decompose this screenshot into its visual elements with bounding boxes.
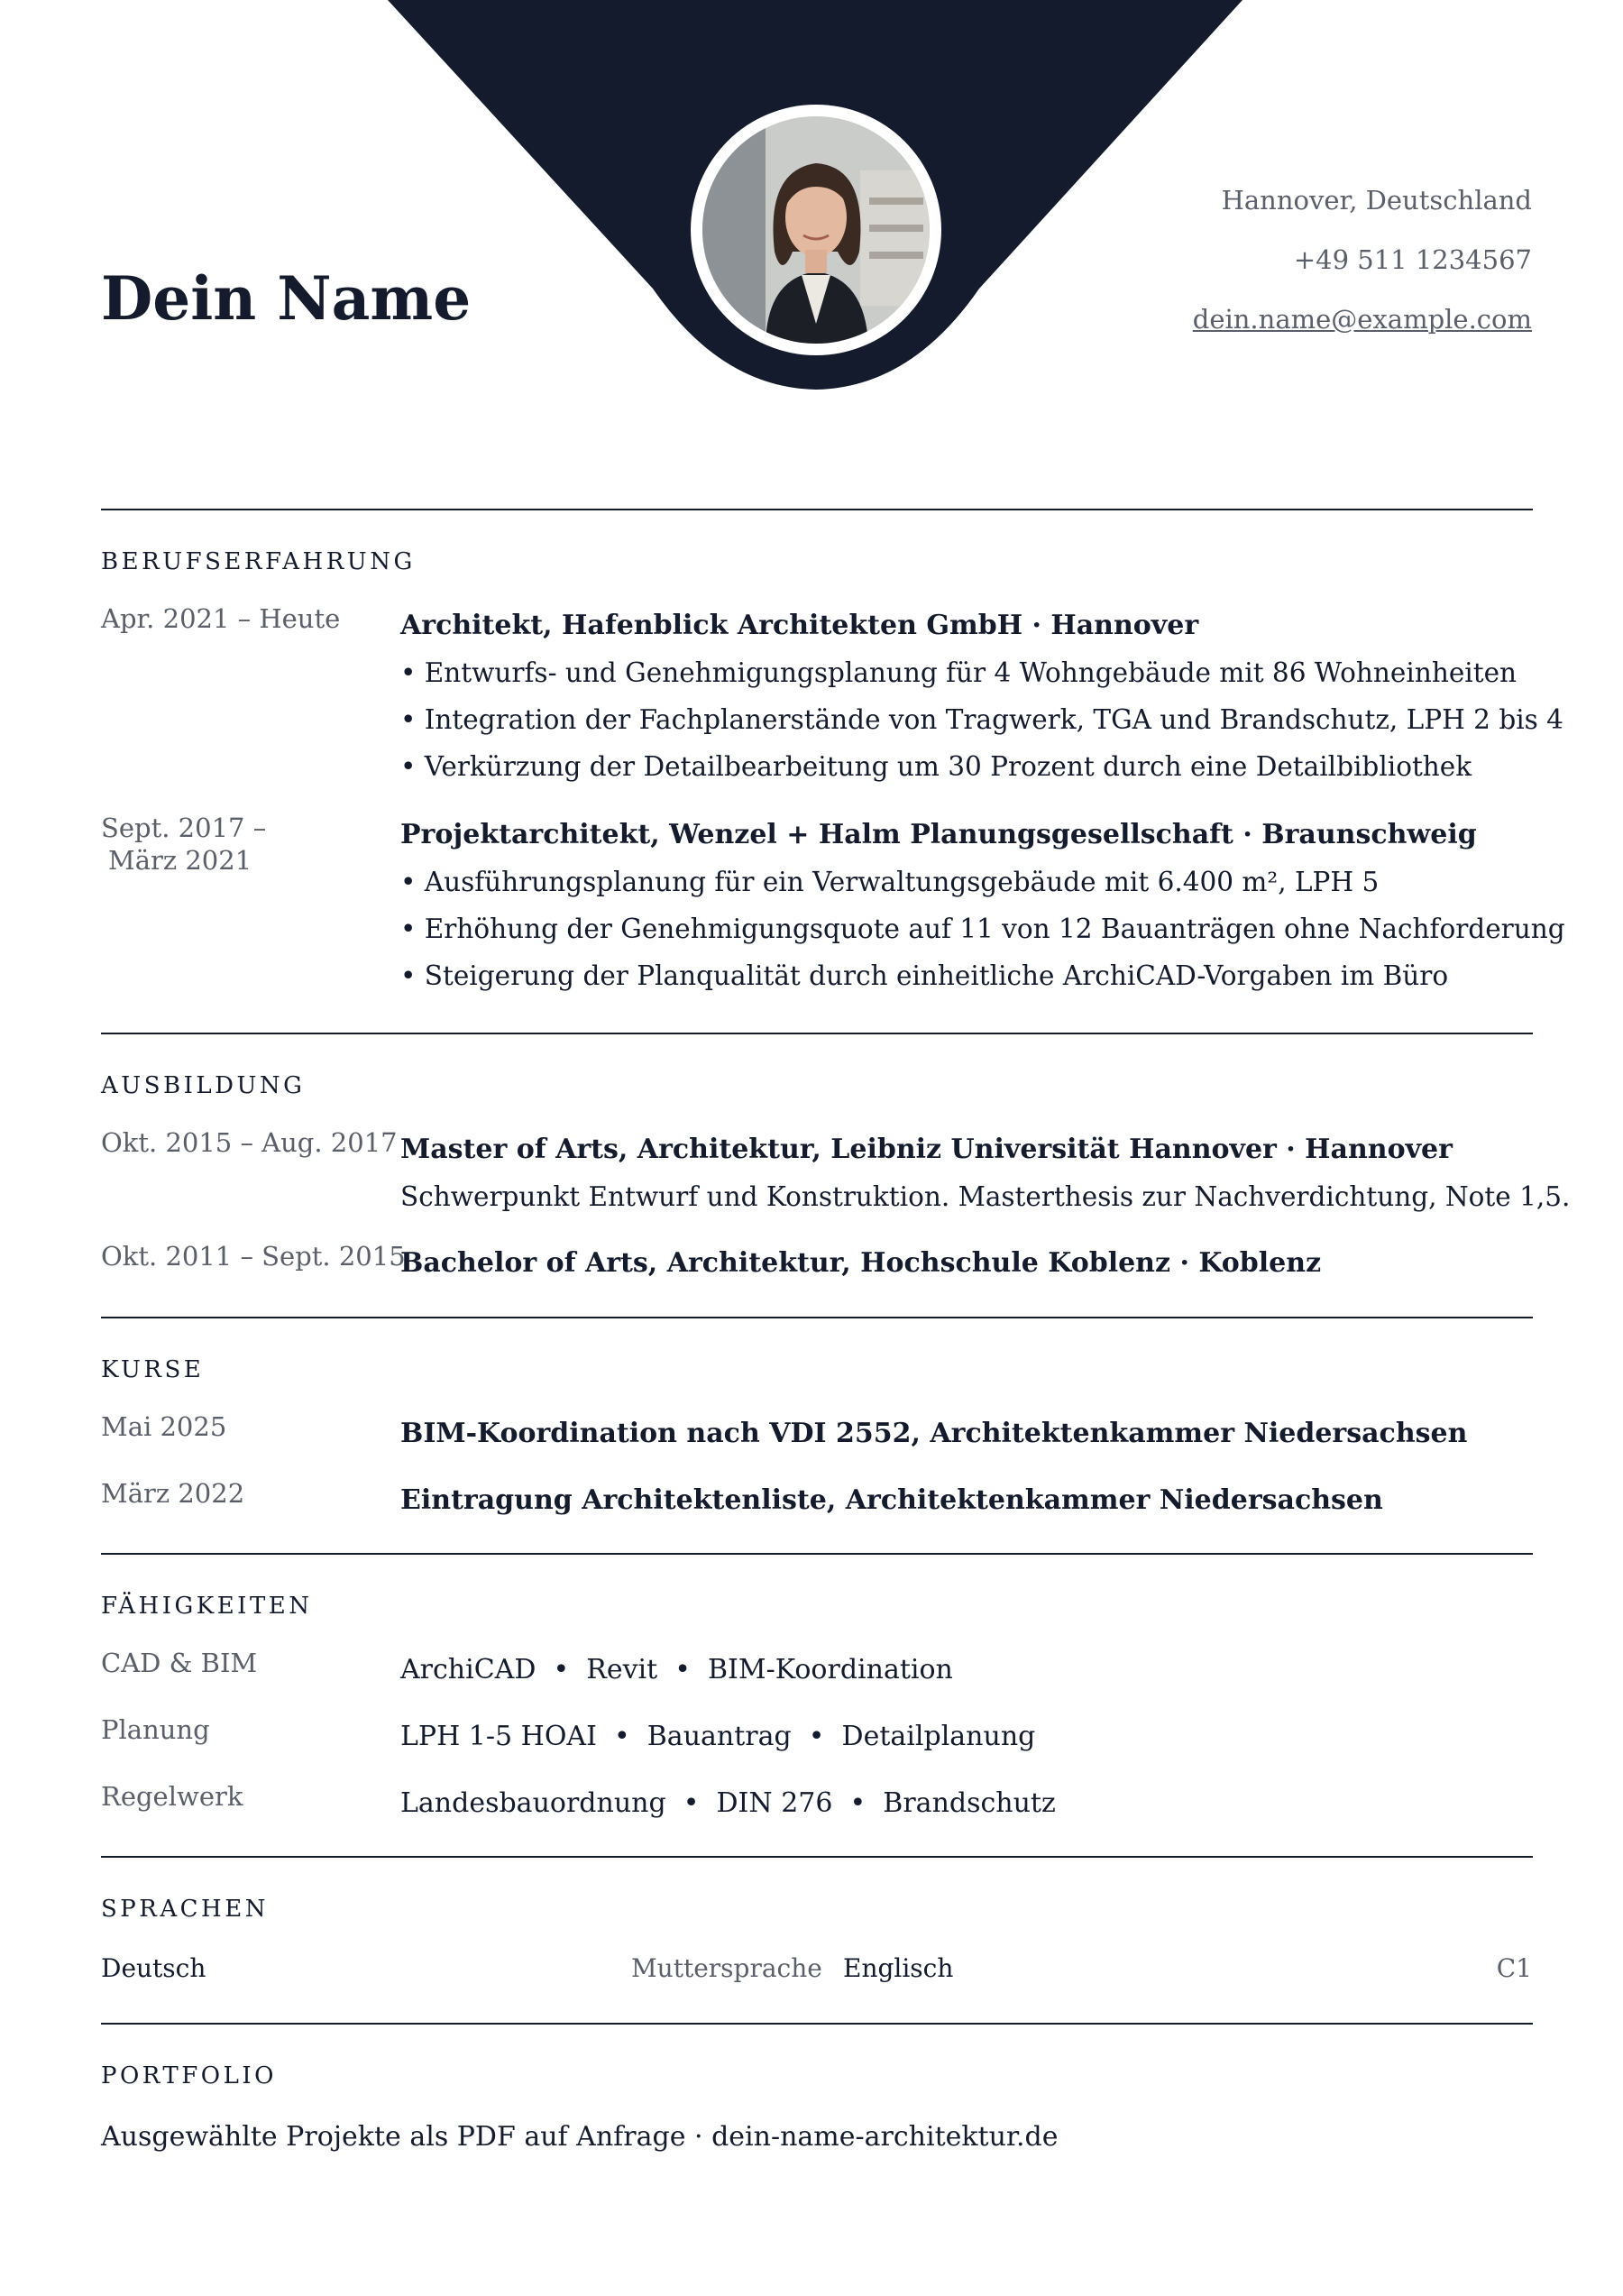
- skill-values: LPH 1-5 HOAI • Bauantrag • Detailplanung: [400, 1721, 1036, 1752]
- skill-label: CAD & BIM: [101, 1648, 258, 1678]
- experience-bullet: • Ausführungsplanung für ein Verwaltungsgebäude mit 6.400 m², LPH 5: [400, 867, 1380, 897]
- location: Hannover, Deutschland: [1221, 185, 1532, 216]
- course-title: Eintragung Architektenliste, Architektenkammer Niedersachsen: [400, 1484, 1383, 1516]
- experience-date: [101, 812, 266, 877]
- experience-bullet: • Verkürzung der Detailbearbeitung um 30 Prozent durch eine Detailbibliothek: [400, 751, 1472, 782]
- divider: [101, 1553, 1533, 1555]
- experience-entry: [400, 602, 1563, 790]
- education-date: Okt. 2011 – Sept. 2015: [101, 1241, 406, 1272]
- course-date: März 2022: [101, 1478, 245, 1509]
- section-title-education: AUSBILDUNG: [101, 1072, 306, 1099]
- experience-bullet: • Integration der Fachplanerstände von Tragwerk, TGA und Brandschutz, LPH 2 bis 4: [400, 704, 1563, 735]
- course-entry: [400, 1410, 1467, 1457]
- skill-values: Landesbauordnung • DIN 276 • Brandschutz: [400, 1787, 1056, 1819]
- experience-title: Projektarchitekt, Wenzel + Halm Planungsgesellschaft · Braunschweig: [400, 819, 1477, 850]
- course-title: BIM-Koordination nach VDI 2552, Architektenkammer Niedersachsen: [400, 1418, 1468, 1449]
- section-title-courses: KURSE: [101, 1356, 205, 1383]
- language-name: Englisch: [843, 1953, 954, 1983]
- experience-bullet: • Entwurfs- und Genehmigungsplanung für 4 Wohngebäude mit 86 Wohneinheiten: [400, 657, 1518, 688]
- experience-title: Architekt, Hafenblick Architekten GmbH · Hannover: [400, 610, 1199, 641]
- profile-photo: [691, 105, 941, 355]
- section-title-experience: BERUFSERFAHRUNG: [101, 548, 416, 575]
- experience-date: Apr. 2021 – Heute: [101, 603, 341, 634]
- education-description: Schwerpunkt Entwurf und Konstruktion. Masterthesis zur Nachverdichtung, Note 1,5.: [400, 1181, 1571, 1212]
- candidate-name: Dein Name: [101, 263, 472, 334]
- education-entry: [400, 1126, 1570, 1220]
- course-date: Mai 2025: [101, 1411, 227, 1442]
- divider: [101, 509, 1533, 510]
- education-title: Bachelor of Arts, Architektur, Hochschule Koblenz · Koblenz: [400, 1247, 1322, 1279]
- skill-label: Planung: [101, 1714, 210, 1745]
- experience-bullet: • Erhöhung der Genehmigungsquote auf 11 von 12 Bauanträgen ohne Nachforderung: [400, 914, 1565, 944]
- experience-entry: [400, 812, 1565, 999]
- skill-label: Regelwerk: [101, 1781, 243, 1812]
- phone: +49 511 1234567: [1293, 244, 1532, 275]
- education-date: Okt. 2015 – Aug. 2017: [101, 1127, 398, 1158]
- section-title-languages: SPRACHEN: [101, 1896, 269, 1923]
- course-entry: [400, 1477, 1383, 1524]
- language-name: Deutsch: [101, 1953, 206, 1983]
- divider: [101, 2023, 1533, 2025]
- portfolio-text: Ausgewählte Projekte als PDF auf Anfrage · dein-name-architektur.de: [101, 2121, 1059, 2153]
- divider: [101, 1856, 1533, 1858]
- skill-values: ArchiCAD • Revit • BIM-Koordination: [400, 1654, 953, 1685]
- section-title-skills: FÄHIGKEITEN: [101, 1593, 313, 1620]
- contact-block: [1193, 182, 1532, 361]
- education-title: Master of Arts, Architektur, Leibniz Universität Hannover · Hannover: [400, 1134, 1453, 1165]
- language-level: C1: [1496, 1953, 1532, 1983]
- experience-date-line: März 2021: [108, 845, 252, 876]
- education-entry: [400, 1240, 1321, 1287]
- email-link[interactable]: dein.name@example.com: [1192, 304, 1532, 335]
- language-level: Muttersprache: [631, 1953, 822, 1983]
- experience-date-line: Sept. 2017 –: [101, 813, 267, 843]
- divider: [101, 1033, 1533, 1034]
- divider: [101, 1317, 1533, 1318]
- experience-bullet: • Steigerung der Planqualität durch einheitliche ArchiCAD-Vorgaben im Büro: [400, 960, 1449, 991]
- section-title-portfolio: PORTFOLIO: [101, 2062, 277, 2089]
